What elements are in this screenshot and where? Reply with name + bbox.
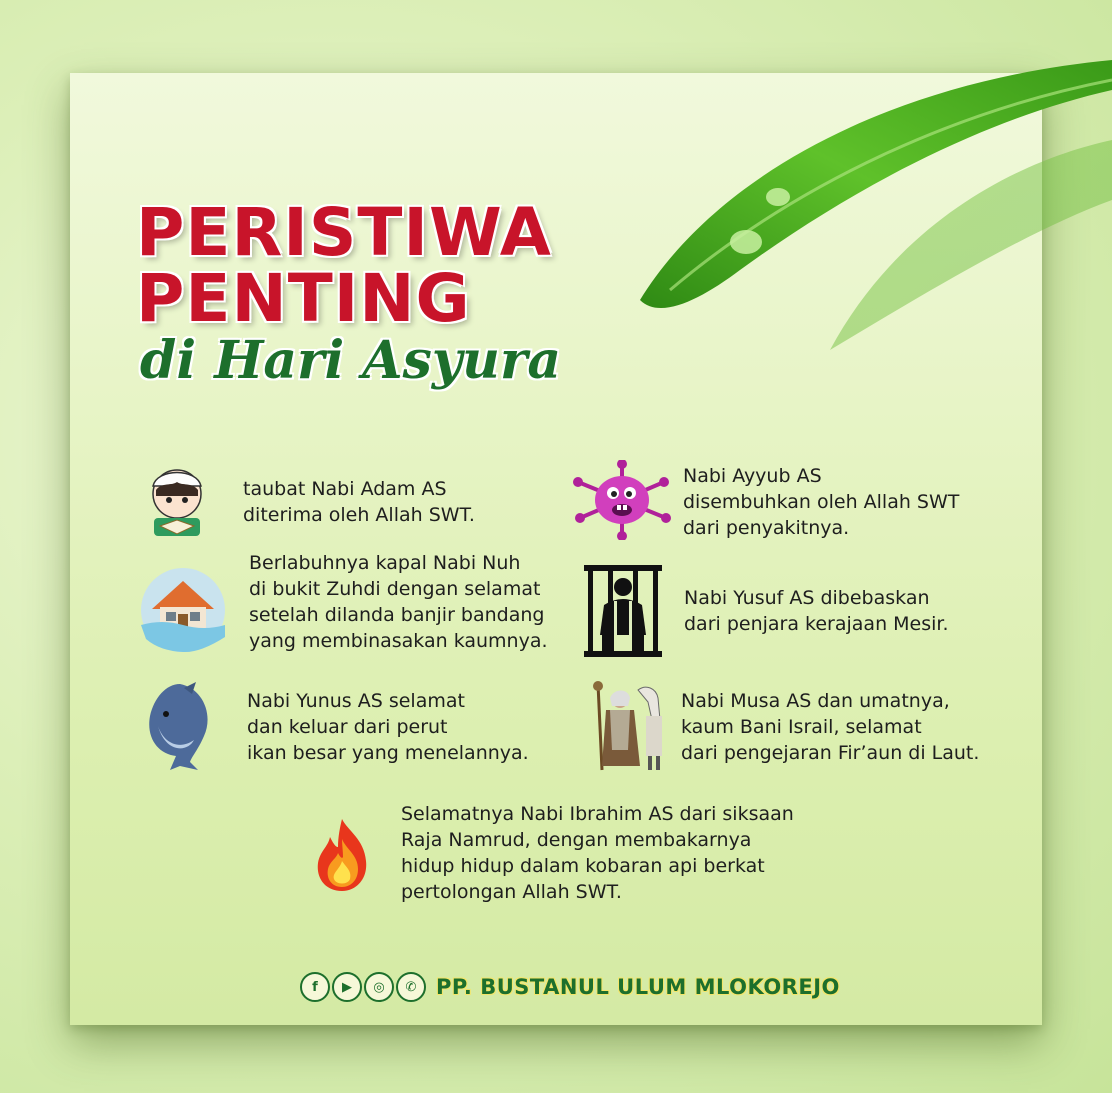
item-1-text (243, 476, 475, 528)
title-line-1: PERISTIWA (136, 194, 552, 271)
instagram-icon[interactable]: ◎ (364, 972, 394, 1002)
item-line: di bukit Zuhdi dengan selamat (249, 578, 541, 600)
item-4-text (684, 585, 949, 637)
item-6-text (681, 688, 979, 766)
title-line-3: di Hari Asyura (140, 330, 562, 391)
item-line: dari pengejaran Fir’aun di Laut. (681, 742, 980, 764)
item-line: Raja Namrud, dengan membakarnya (401, 829, 752, 851)
flooded-house-icon (140, 567, 226, 653)
footer (300, 970, 840, 1004)
item-line: hidup hidup dalam kobaran api berkat (401, 855, 765, 877)
item-line: setelah dilanda banjir bandang (249, 604, 545, 626)
item-line: disembuhkan oleh Allah SWT (683, 491, 960, 513)
item-line: diterima oleh Allah SWT. (243, 504, 475, 526)
organization-name: PP. BUSTANUL ULUM MLOKOREJO (436, 975, 840, 999)
item-7-text (401, 801, 794, 905)
item-2-text (683, 463, 959, 541)
item-line: yang membinasakan kaumnya. (249, 630, 548, 652)
item-line: taubat Nabi Adam AS (243, 478, 447, 500)
prophet-staff-horse-icon (584, 680, 666, 772)
item-line: dan keluar dari perut (247, 716, 448, 738)
item-line: kaum Bani Israil, selamat (681, 716, 922, 738)
fire-icon (312, 817, 372, 893)
facebook-icon[interactable]: f (300, 972, 330, 1002)
whatsapp-icon[interactable]: ✆ (396, 972, 426, 1002)
item-line: Nabi Ayyub AS (683, 465, 822, 487)
item-line: dari penyakitnya. (683, 517, 850, 539)
leaf-icon (600, 20, 1112, 360)
whale-icon (144, 680, 216, 772)
item-line: pertolongan Allah SWT. (401, 881, 622, 903)
child-reading-quran-icon (132, 456, 222, 546)
virus-icon (572, 460, 672, 540)
item-line: Selamatnya Nabi Ibrahim AS dari siksaan (401, 803, 794, 825)
prison-icon (584, 565, 662, 657)
item-line: Berlabuhnya kapal Nabi Nuh (249, 552, 521, 574)
item-3-text (249, 550, 548, 654)
youtube-icon[interactable]: ▶ (332, 972, 362, 1002)
item-line: Nabi Musa AS dan umatnya, (681, 690, 950, 712)
item-line: ikan besar yang menelannya. (247, 742, 529, 764)
item-5-text (247, 688, 529, 766)
title-line-2: PENTING (136, 260, 471, 337)
item-line: dari penjara kerajaan Mesir. (684, 613, 949, 635)
item-line: Nabi Yunus AS selamat (247, 690, 465, 712)
item-line: Nabi Yusuf AS dibebaskan (684, 587, 930, 609)
